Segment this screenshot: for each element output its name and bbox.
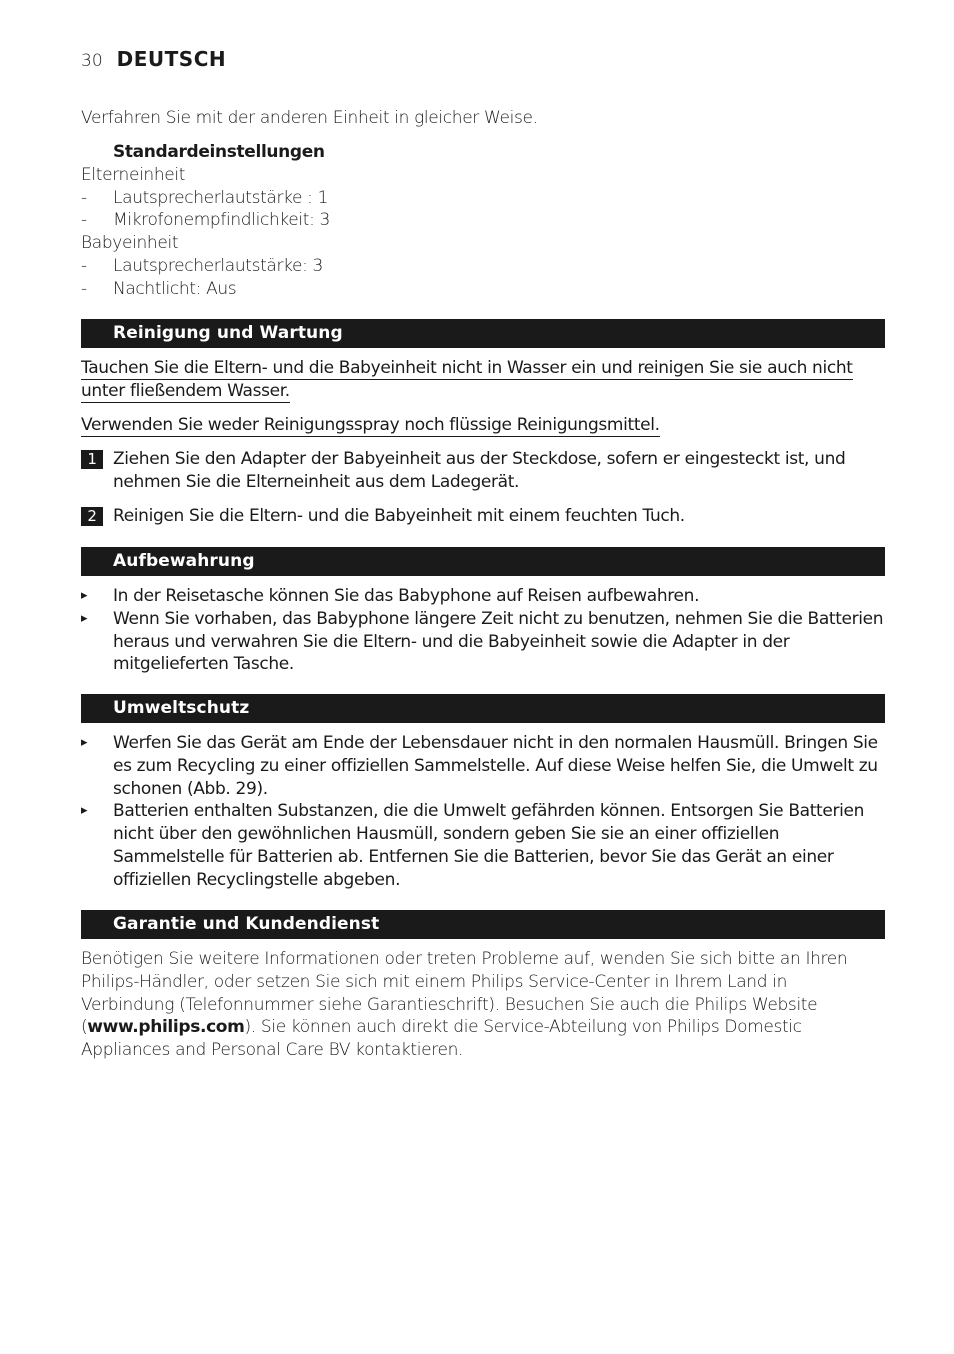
list-item-text: Wenn Sie vorhaben, das Babyphone längere Zeit nicht zu benutzen, nehmen Sie die Batterien heraus und verwahren Sie die Eltern- und die Babyeinheit sowie die Adapter in der mitgelieferten Tasche. bbox=[113, 608, 884, 675]
step-item bbox=[81, 448, 885, 494]
dash-marker: - bbox=[81, 210, 87, 231]
warning-line: unter fließendem Wasser. bbox=[81, 380, 290, 401]
list-item bbox=[81, 187, 885, 210]
page-header bbox=[81, 47, 226, 71]
warranty-text-after: ). Sie können auch direkt die Service-Abteilung von Philips Domestic Appliances and Personal Care BV kontaktieren. bbox=[81, 1017, 802, 1061]
list-item bbox=[81, 732, 885, 800]
philips-website-link[interactable]: www.philips.com bbox=[87, 1017, 245, 1038]
cleaning-step bbox=[81, 505, 885, 528]
warranty-text bbox=[81, 948, 885, 1062]
baby-unit-label: Babyeinheit bbox=[81, 233, 179, 254]
step-item bbox=[81, 505, 885, 528]
dash-marker: - bbox=[81, 187, 87, 208]
step-number-badge: 2 bbox=[81, 507, 103, 526]
section-language-title: DEUTSCH bbox=[116, 47, 227, 71]
list-item-text: Nachtlicht: Aus bbox=[113, 278, 237, 299]
cleaning-warning-water bbox=[81, 357, 885, 403]
list-item-text: In der Reisetasche können Sie das Babyphone auf Reisen aufbewahren. bbox=[113, 586, 700, 606]
warning-line: Verwenden Sie weder Reinigungsspray noch flüssige Reinigungsmittel. bbox=[81, 415, 660, 435]
list-item bbox=[81, 278, 885, 301]
default-settings-title: Standardeinstellungen bbox=[113, 142, 325, 162]
list-item-text: Werfen Sie das Gerät am Ende der Lebensdauer nicht in den normalen Hausmüll. Bringen Sie es zum Recycling zu einer offiziellen Sammelstelle. Auf diese Weise helfen Sie, die Umwelt zu schonen (Abb. 29). bbox=[113, 733, 878, 799]
section-header-storage: Aufbewahrung bbox=[81, 547, 885, 576]
cleaning-warning-detergent bbox=[81, 414, 885, 437]
parent-unit-label: Elterneinheit bbox=[81, 164, 186, 185]
page-number: 30 bbox=[81, 51, 103, 71]
bullet-triangle-icon: ▸ bbox=[81, 588, 88, 603]
list-item-text: Lautsprecherlautstärke: 3 bbox=[113, 255, 324, 276]
list-item-text: Mikrofonempfindlichkeit: 3 bbox=[113, 210, 330, 231]
bullet-triangle-icon: ▸ bbox=[81, 803, 88, 819]
dash-marker: - bbox=[81, 255, 87, 276]
list-item bbox=[81, 800, 885, 891]
list-item bbox=[81, 255, 885, 278]
step-text: Reinigen Sie die Eltern- und die Babyeinheit mit einem feuchten Tuch. bbox=[113, 506, 685, 526]
list-item bbox=[81, 585, 885, 608]
intro-text: Verfahren Sie mit der anderen Einheit in gleicher Weise. bbox=[81, 108, 538, 128]
dash-marker: - bbox=[81, 278, 87, 299]
list-item bbox=[81, 608, 885, 676]
list-item-text: Batterien enthalten Substanzen, die die Umwelt gefährden können. Entsorgen Sie Batterien nicht über den gewöhnlichen Hausmüll, sondern geben Sie sie an einer offiziellen Sammelstelle für Batterien ab. Entfernen Sie die Batterien, bevor Sie das Gerät an einer offiziellen Recyclingstelle abgeben. bbox=[113, 801, 865, 890]
bullet-triangle-icon: ▸ bbox=[81, 610, 88, 626]
step-text: Ziehen Sie den Adapter der Babyeinheit aus der Steckdose, sofern er eingesteckt ist, und nehmen Sie die Elterneinheit aus dem Ladegerät. bbox=[113, 449, 846, 492]
section-header-environment: Umweltschutz bbox=[81, 694, 885, 723]
default-settings bbox=[81, 141, 885, 301]
list-item-text: Lautsprecherlautstärke : 1 bbox=[113, 187, 329, 208]
bullet-triangle-icon: ▸ bbox=[81, 735, 88, 750]
environment-list bbox=[81, 732, 885, 892]
warranty-text-before: Benötigen Sie weitere Informationen oder treten Probleme auf, wenden Sie sich bitte an Ihren Philips-Händler, oder setzen Sie sich mit einem Philips Service-Center in Ihrem Land in Verbindung (Telefonnummer siehe Garantieschrift). Besuchen Sie auch die Philips Website ( bbox=[81, 949, 848, 1038]
step-number-badge: 1 bbox=[81, 450, 103, 469]
section-header-warranty: Garantie und Kundendienst bbox=[81, 910, 885, 939]
section-header-cleaning: Reinigung und Wartung bbox=[81, 319, 885, 348]
list-item bbox=[81, 209, 885, 232]
storage-list bbox=[81, 585, 885, 676]
cleaning-step bbox=[81, 448, 885, 494]
warning-line: Tauchen Sie die Eltern- und die Babyeinheit nicht in Wasser ein und reinigen Sie sie auch nicht bbox=[81, 358, 853, 378]
